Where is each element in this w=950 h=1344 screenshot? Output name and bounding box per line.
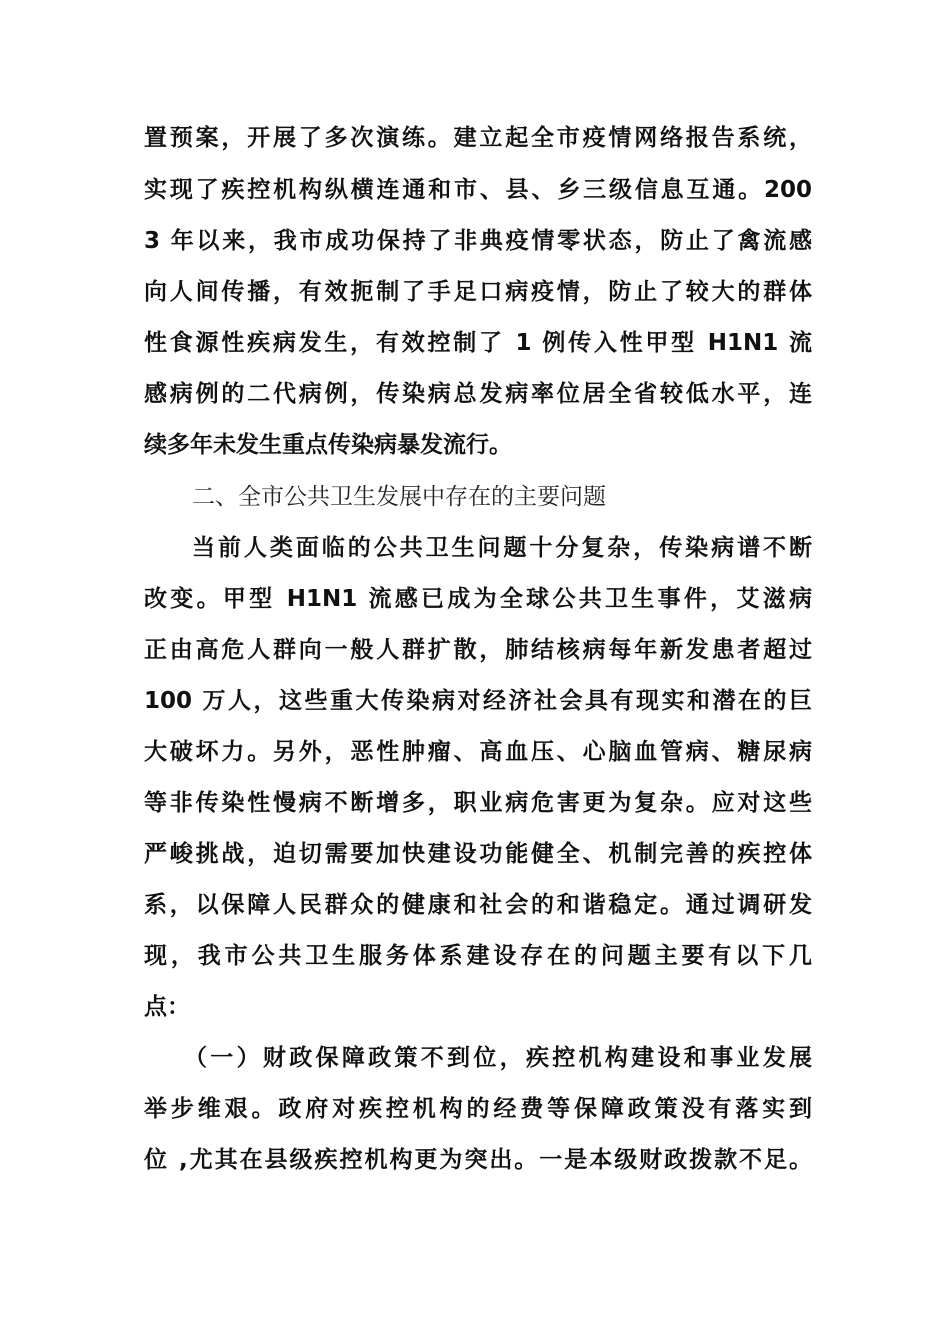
paragraph3-line-2: 举步维艰。政府对疾控机构的经费等保障政策没有落实到 xyxy=(144,1096,812,1122)
paragraph1-line-3: 3 年以来，我市成功保持了非典疫情零状态，防止了禽流感 xyxy=(144,228,812,254)
paragraph2-line-5: 大破坏力。另外，恶性肿瘤、高血压、心脑血管病、糖尿病 xyxy=(144,739,812,765)
paragraph1-line-7: 续多年未发生重点传染病暴发流行。 xyxy=(144,432,512,458)
paragraph2-line-3: 正由高危人群向一般人群扩散，肺结核病每年新发患者超过 xyxy=(144,637,812,663)
section-heading: 二、全市公共卫生发展中存在的主要问题 xyxy=(192,484,606,510)
paragraph2-line-1: 当前人类面临的公共卫生问题十分复杂，传染病谱不断 xyxy=(192,535,812,561)
paragraph2-line-2: 改变。甲型 H1N1 流感已成为全球公共卫生事件，艾滋病 xyxy=(144,586,812,612)
paragraph1-line-5: 性食源性疾病发生，有效控制了 1 例传入性甲型 H1N1 流 xyxy=(144,330,812,356)
paragraph1-line-4: 向人间传播，有效扼制了手足口病疫情，防止了较大的群体 xyxy=(144,279,812,305)
paragraph2-line-7: 严峻挑战，迫切需要加快建设功能健全、机制完善的疾控体 xyxy=(144,841,812,867)
paragraph3-line-3: 位 ,尤其在县级疾控机构更为突出。一是本级财政拨款不足。 xyxy=(144,1147,812,1173)
paragraph2-line-8: 系，以保障人民群众的健康和社会的和谐稳定。通过调研发 xyxy=(144,892,812,918)
paragraph2-line-10: 点： xyxy=(144,994,190,1020)
paragraph2-line-4: 100 万人，这些重大传染病对经济社会具有现实和潜在的巨 xyxy=(144,688,812,714)
paragraph1-line-2: 实现了疾控机构纵横连通和市、县、乡三级信息互通。200 xyxy=(144,177,812,203)
paragraph1-line-1: 置预案，开展了多次演练。建立起全市疫情网络报告系统， xyxy=(144,125,812,151)
paragraph2-line-6: 等非传染性慢病不断增多，职业病危害更为复杂。应对这些 xyxy=(144,790,812,816)
paragraph3-line-1: （一）财政保障政策不到位，疾控机构建设和事业发展 xyxy=(184,1045,812,1071)
paragraph1-line-6: 感病例的二代病例，传染病总发病率位居全省较低水平，连 xyxy=(144,381,812,407)
paragraph2-line-9: 现，我市公共卫生服务体系建设存在的问题主要有以下几 xyxy=(144,943,812,969)
